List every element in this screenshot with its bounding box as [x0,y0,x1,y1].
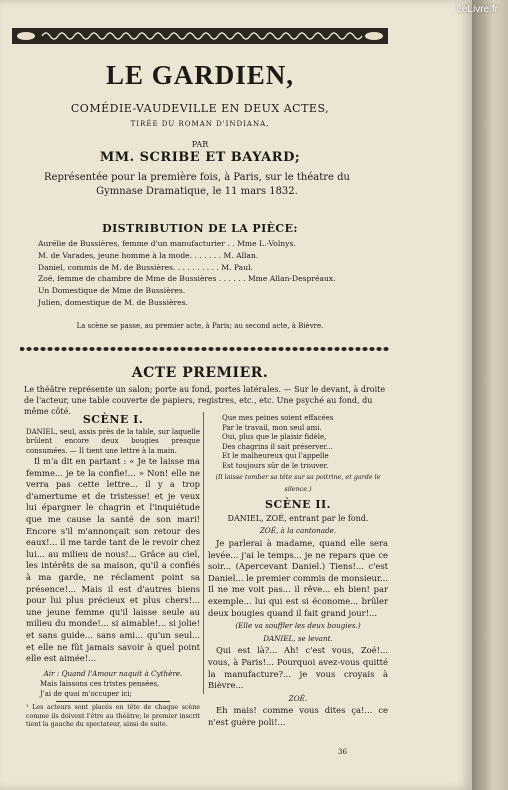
play-title: LE GARDIEN, [105,60,295,90]
cast-role: Daniel, commis de M. de Bussières. . . . . . . . . . [38,262,219,272]
air-note: Air : Quand l'Amour naquit à Cythère. [43,668,183,678]
stage-setting: Le théâtre représente un salon; porte au fond, portes latérales. — Sur le devant, à droite de l'acteur, une table couverte de papiers, registres, etc., etc. Une psyché au fond, du même côté. [24,385,386,416]
play-subtitle: COMÉDIE-VAUDEVILLE EN DEUX ACTES, [70,102,330,115]
verse-line: Des chagrins il sait préserver... [222,442,333,451]
act-heading: ACTE PREMIER. [131,365,269,381]
cast-role: Zoé, femme de chambre de Mme de Bussières . . . . . . [38,274,246,284]
speaker-name: ZOÉ. [288,693,308,703]
verse-line: Est toujours sûr de le trouver. [222,461,329,470]
verse-line: Par le travail, mon seul ami. [222,423,322,432]
watermark: LeLivre.fr [456,4,498,15]
cast-row [38,273,368,285]
cast-role: Aurélie de Bussières, femme d'un manufacturier . . [38,239,235,248]
stage-direction: (Elle va souffler les deux bougies.) [235,621,361,631]
column-divider [203,412,204,694]
cast-list [38,238,368,309]
cast-row [38,250,368,262]
cast-role: Un Domestique de Mme de Bussières. [38,286,186,296]
footnote: ¹ Les acteurs sont placés en tête de chaque scène comme ils doivent l'être au théâtre; le premier inscrit tient la gauche du spectateur, ainsi de suite. [26,704,200,729]
dialogue: Eh mais! comme vous dites ça!... ce n'est guère poli!... [208,705,388,727]
distribution-heading: DISTRIBUTION DE LA PIÈCE: [102,222,298,235]
footnote-rule [56,701,170,702]
ornament-divider-icon [20,346,392,352]
verse-line: Mais laissons ces tristes pensées, [40,680,160,689]
scene-intro: DANIEL, seul, assis près de la table, sur laquelle brûlent encore deux bougies presque consumées. — Il tient une lettre à la main. [26,427,200,455]
book-gutter [472,0,508,790]
cast-row [38,285,368,297]
scene-location-note: La scène se passe, au premier acte, à Paris; au second acte, à Bièvre. [76,322,324,330]
authors: MM. SCRIBE ET BAYARD; [99,150,301,165]
scene-title: SCÈNE I. [82,413,144,426]
page-number: 36 [338,748,347,756]
cast-actor: Mme Allan-Despréaux. [247,274,336,284]
dialogue: Qui est là?... Ah! c'est vous, Zoé!... vous, à Paris!... Pourquoi avez-vous quitté la manufacture?... je vous croyais à Bièvre... [208,645,388,691]
par-label: PAR [191,140,209,149]
cast-role: Julien, domestique de M. de Bussières. [38,297,188,307]
right-column [208,414,388,728]
dialogue: Je parlerai à madame, quand elle sera levée... j'ai le temps... je ne repars que ce soir... (Apercevant Daniel.) Tiens!... c'est Daniel... le premier commis de monsieur... Il ne me voit pas... il rêve... eh bien! par exemple... lui qui est si économe... brûler deux bougies quand il fait grand jour!... [208,537,388,618]
representation-note: Représentée pour la première fois, à Paris, sur le théatre du Gymnase Dramatique, le 11 mars 1832. [44,172,350,197]
speaker-name: ZOÉ, à la cantonade. [259,526,337,536]
cast-row [38,238,368,250]
speaker-name: DANIEL, se levant. [263,633,333,643]
verse-line: J'ai de quoi m'occuper ici; [40,689,132,698]
verse-line: Et le malheureux qui l'appelle [222,452,329,460]
cast-actor: M. Allan. [223,250,259,260]
scene-title: SCÈNE II. [265,498,331,512]
stage-direction: (Il laisse tomber sa tête sur sa poitrine, et garde le silence.) [215,473,381,493]
ornament-header-icon [12,26,388,46]
cast-row [38,262,368,274]
cast-actor: M. Paul. [221,262,253,272]
cast-row [38,297,368,309]
left-column [26,414,200,730]
scene-characters: DANIEL, ZOÉ, entrant par le fond. [227,513,369,523]
cast-role: M. de Varades, jeune homme à la mode. . . . . . . [38,250,222,260]
cast-actor: Mme L.-Volnys. [237,239,296,248]
verse-line: Que mes peines soient effacées [222,414,334,422]
monologue: Il m'a dit en partant : « Je te laisse ma femme... je te la confie!... » Non! elle ne verra pas cette lettre... il y a trop d'amertume et de tristesse! et je veux lui épargner le chagrin et l'inquiétude que me cause la santé de son mari! Encore s'il m'annonçait son retour des eaux!... il me tarde tant de le revoir chez lui... au milieu de nous!... Grâce au ciel, les intérêts de sa maison, qu'il a confiés à ma garde, ne réclament point sa présence!... Mais il est d'autres biens pour lui plus précieux et plus chers!... une jeune femme qu'il laisse seule au milieu du monde!... si aimable!... si jolie! et sans guide... sans ami... qu'un seul... et elle ne fût jamais savoir à quel point elle est aimée!... [26,456,200,664]
play-source: TIRÉE DU ROMAN D'INDIANA, [130,120,270,128]
verse-line: Oui, plus que le plaisir fidèle, [222,433,327,441]
